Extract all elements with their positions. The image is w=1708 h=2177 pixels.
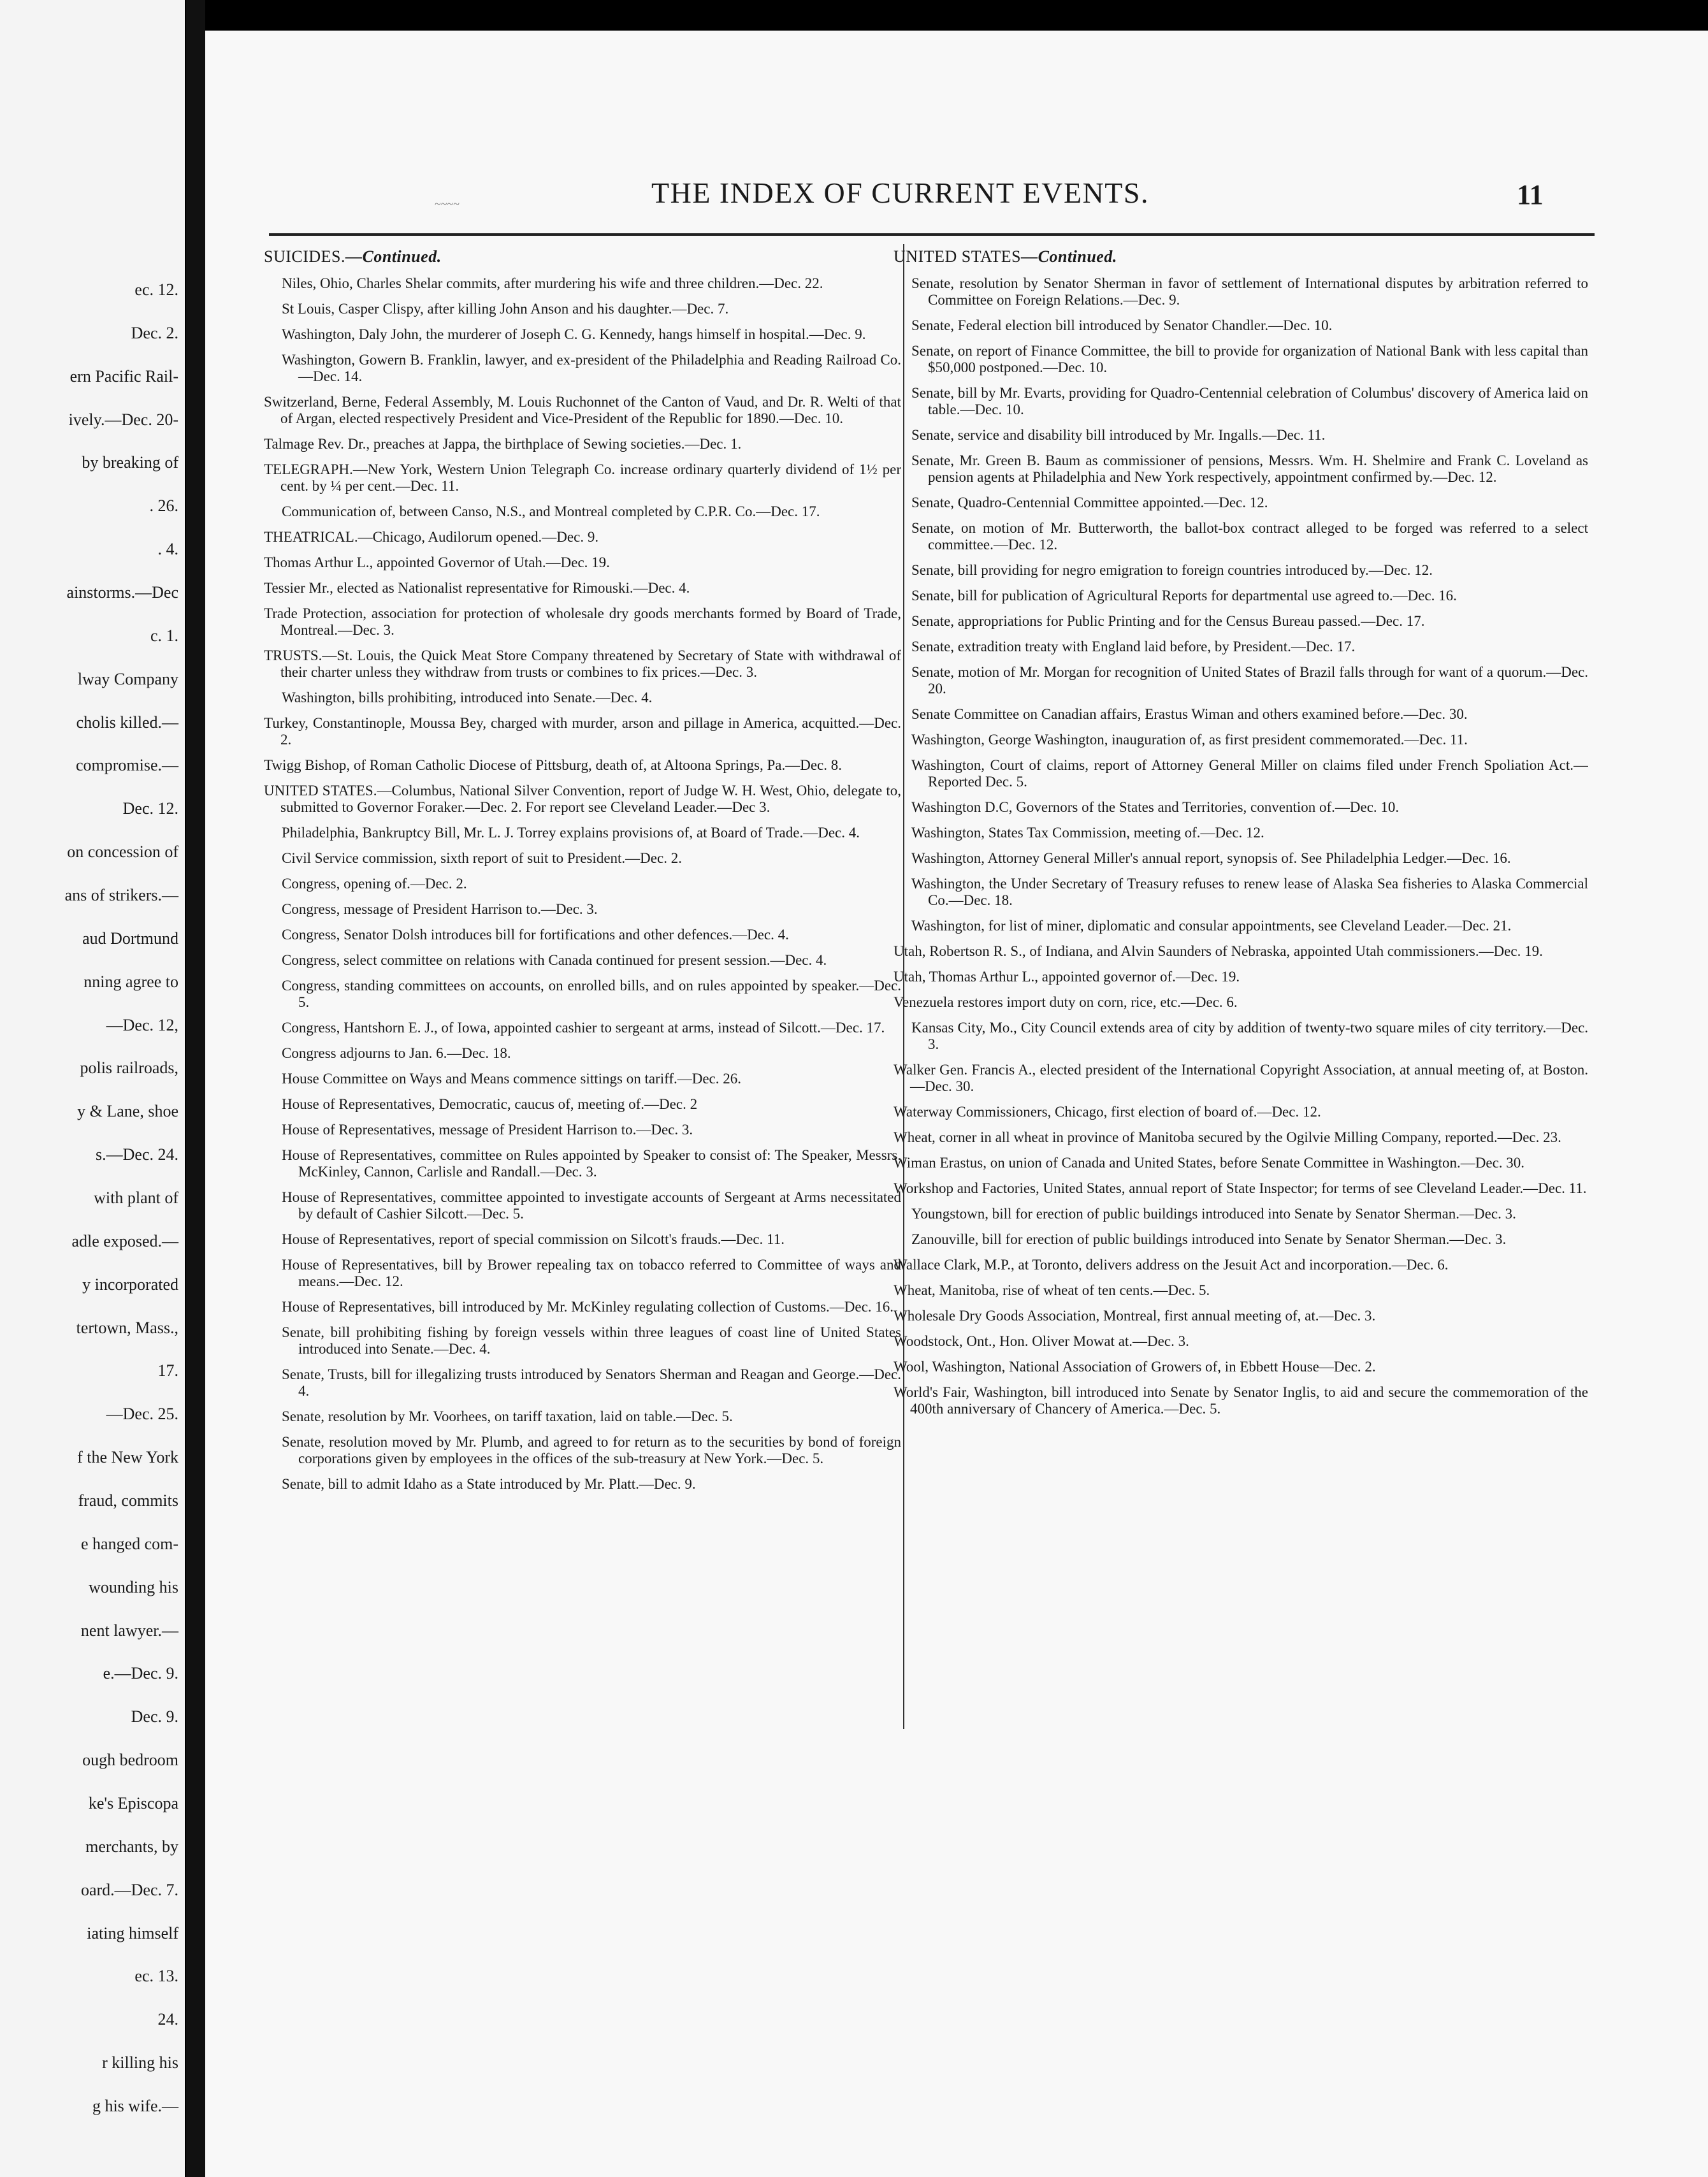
facing-page-line: adle exposed.— <box>71 1232 178 1250</box>
facing-page-line: ec. 13. <box>134 1967 178 1985</box>
book-gutter <box>186 0 205 2177</box>
facing-page-line: 24. <box>157 2010 178 2029</box>
heading-continued: —Continued. <box>345 247 442 266</box>
index-entry: Senate, appropriations for Public Printing and for the Census Bureau passed.—Dec. 17. <box>911 613 1425 629</box>
index-entry: Communication of, between Canso, N.S., and Montreal completed by C.P.R. Co.—Dec. 17. <box>282 503 820 519</box>
facing-page-line: 17. <box>157 1361 178 1380</box>
index-entry: Washington, for list of miner, diplomatic and consular appointments, see Cleveland Leader.—Dec. 21. <box>911 918 1512 934</box>
facing-page-line: nning agree to <box>83 973 178 991</box>
facing-page-line: r killing his <box>102 2053 178 2072</box>
index-entry: Senate, extradition treaty with England laid before, by President.—Dec. 17. <box>911 639 1356 655</box>
facing-page-line: ern Pacific Rail- <box>69 367 178 386</box>
facing-page-line: merchants, by <box>85 1837 178 1856</box>
facing-page-line: ough bedroom <box>82 1751 178 1769</box>
heading-text: UNITED STATES <box>894 247 1022 266</box>
facing-page-line: compromise.— <box>75 756 178 774</box>
facing-page-line: by breaking of <box>82 453 178 472</box>
index-entry: Waterway Commissioners, Chicago, first election of board of.—Dec. 12. <box>894 1104 1321 1120</box>
facing-page-line: y incorporated <box>82 1275 178 1294</box>
index-entry: Congress adjourns to Jan. 6.—Dec. 18. <box>282 1045 511 1061</box>
facing-page-line: with plant of <box>94 1189 178 1207</box>
index-entry: House of Representatives, Democratic, caucus of, meeting of.—Dec. 2 <box>282 1096 698 1112</box>
heading-continued: —Continued. <box>1021 247 1117 266</box>
index-entry: Washington, Court of claims, report of Attorney General Miller on claims filed under French Spoliation Act.—Reported Dec. 5. <box>911 757 1588 790</box>
index-entry: House of Representatives, committee on Rules appointed by Speaker to consist of: The Speaker, Messrs. McKinley, Cannon, Carlisle and Randall.—Dec. 3. <box>282 1147 901 1180</box>
index-entry: St Louis, Casper Clispy, after killing John Anson and his daughter.—Dec. 7. <box>282 301 729 317</box>
index-entry: TELEGRAPH.—New York, Western Union Telegraph Co. increase ordinary quarterly dividend of 1½ per cent. by ¼ per cent.—Dec. 11. <box>264 461 901 494</box>
index-entry: Washington, bills prohibiting, introduced into Senate.—Dec. 4. <box>282 690 653 705</box>
index-entry: Senate, resolution by Mr. Voorhees, on tariff taxation, laid on table.—Dec. 5. <box>282 1408 733 1424</box>
index-entry: World's Fair, Washington, bill introduced into Senate by Senator Inglis, to aid and secure the commemoration of the 400th anniversary of Chancery of America.—Dec. 5. <box>894 1384 1588 1417</box>
facing-page-line: cholis killed.— <box>76 713 178 732</box>
index-entry: Senate, bill to admit Idaho as a State introduced by Mr. Platt.—Dec. 9. <box>282 1476 696 1492</box>
facing-page-line: Dec. 9. <box>131 1707 178 1726</box>
facing-page-line: tertown, Mass., <box>76 1319 178 1337</box>
facing-page-line: ainstorms.—Dec <box>66 583 178 602</box>
facing-page-line: s.—Dec. 24. <box>96 1145 178 1164</box>
index-entry: House of Representatives, bill by Brower repealing tax on tobacco referred to Committee of ways and means.—Dec. 12. <box>282 1257 901 1289</box>
index-entry: Philadelphia, Bankruptcy Bill, Mr. L. J. Torrey explains provisions of, at Board of Trade.—Dec. 4. <box>282 825 860 841</box>
right-column-heading <box>894 247 1588 266</box>
index-entry: Wool, Washington, National Association of Growers of, in Ebbett House—Dec. 2. <box>894 1359 1376 1375</box>
index-entry: Niles, Ohio, Charles Shelar commits, after murdering his wife and three children.—Dec. 22. <box>282 275 823 291</box>
index-entry: Utah, Robertson R. S., of Indiana, and Alvin Saunders of Nebraska, appointed Utah commissioners.—Dec. 19. <box>894 943 1543 959</box>
page-header <box>205 31 1708 215</box>
facing-page-line: Dec. 12. <box>122 799 178 818</box>
index-entry: Turkey, Constantinople, Moussa Bey, charged with murder, arson and pillage in America, acquitted.—Dec. 2. <box>264 715 901 748</box>
index-entry: Youngstown, bill for erection of public buildings introduced into Senate by Senator Sherman.—Dec. 3. <box>911 1206 1516 1222</box>
index-entry: Twigg Bishop, of Roman Catholic Diocese of Pittsburg, death of, at Altoona Springs, Pa.—Dec. 8. <box>264 757 843 773</box>
facing-page-line: ans of strikers.— <box>64 886 178 904</box>
index-entry: Congress, message of President Harrison to.—Dec. 3. <box>282 901 598 917</box>
index-entry: Zanouville, bill for erection of public buildings introduced into Senate by Senator Sherman.—Dec. 3. <box>911 1231 1507 1247</box>
facing-page-line: . 4. <box>157 540 178 558</box>
facing-page-line: e.—Dec. 9. <box>103 1664 178 1682</box>
index-entry: Congress, Senator Dolsh introduces bill for fortifications and other defences.—Dec. 4. <box>282 927 789 943</box>
index-entry: Washington, States Tax Commission, meeting of.—Dec. 12. <box>911 825 1264 841</box>
index-entry: Wholesale Dry Goods Association, Montreal, first annual meeting of, at.—Dec. 3. <box>894 1308 1376 1324</box>
index-entry: House of Representatives, bill introduced by Mr. McKinley regulating collection of Customs.—Dec. 16. <box>282 1299 894 1315</box>
facing-page-line: g his wife.— <box>92 2097 178 2115</box>
index-entry: Senate, bill for publication of Agricultural Reports for departmental use agreed to.—Dec. 16. <box>911 588 1457 604</box>
index-entry: Senate, service and disability bill introduced by Mr. Ingalls.—Dec. 11. <box>911 427 1326 443</box>
index-entry: Senate, on report of Finance Committee, the bill to provide for organization of National Bank with less capital than $50,000 postponed.—Dec. 10. <box>911 343 1588 375</box>
index-entry: Senate, bill by Mr. Evarts, providing for Quadro-Centennial celebration of Columbus' discovery of America laid on table.—Dec. 10. <box>911 385 1588 417</box>
index-entry: Senate, bill providing for negro emigration to foreign countries introduced by.—Dec. 12. <box>911 562 1433 578</box>
index-entry: Kansas City, Mo., City Council extends area of city by addition of twenty-two square miles of city territory.—Dec. 3. <box>911 1020 1588 1052</box>
facing-page-line: nent lawyer.— <box>80 1621 178 1640</box>
index-entry: House Committee on Ways and Means commence sittings on tariff.—Dec. 26. <box>282 1071 742 1087</box>
facing-page-line: . 26. <box>149 496 178 515</box>
index-entry: Wiman Erastus, on union of Canada and United States, before Senate Committee in Washington.—Dec. 30. <box>894 1155 1525 1171</box>
index-entry: Washington, Gowern B. Franklin, lawyer, and ex-president of the Philadelphia and Reading Railroad Co.—Dec. 14. <box>282 352 901 384</box>
left-column <box>264 247 901 1917</box>
index-entry: Senate, resolution moved by Mr. Plumb, and agreed to for return as to the securities by bond of foreign corporations given by employees in the offices of the sub-treasury at New York.—Dec. 5. <box>282 1434 901 1466</box>
index-entry: Senate, Trusts, bill for illegalizing trusts introduced by Senators Sherman and Reagan and George.—Dec. 4. <box>282 1366 901 1399</box>
facing-page-line: ec. 12. <box>134 280 178 299</box>
index-entry: House of Representatives, report of special commission on Silcott's frauds.—Dec. 11. <box>282 1231 785 1247</box>
index-entry: Venezuela restores import duty on corn, rice, etc.—Dec. 6. <box>894 994 1238 1010</box>
index-entry: Senate Committee on Canadian affairs, Erastus Wiman and others examined before.—Dec. 30. <box>911 706 1468 722</box>
index-entry: Talmage Rev. Dr., preaches at Jappa, the birthplace of Sewing societies.—Dec. 1. <box>264 436 742 452</box>
index-entry: Wheat, corner in all wheat in province of Manitoba secured by the Ogilvie Milling Company, reported.—Dec. 23. <box>894 1129 1561 1145</box>
facing-page-line: y & Lane, shoe <box>77 1102 178 1120</box>
index-entry: Congress, select committee on relations with Canada continued for present session.—Dec. 4. <box>282 952 827 968</box>
index-entry: Trade Protection, association for protection of wholesale dry goods merchants formed by Board of Trade, Montreal.—Dec. 3. <box>264 605 901 638</box>
right-entries <box>894 275 1588 1417</box>
left-entries <box>264 275 901 1493</box>
index-entry: THEATRICAL.—Chicago, Audilorum opened.—Dec. 9. <box>264 529 599 545</box>
facing-page-line: ively.—Dec. 20- <box>68 410 178 429</box>
index-entry: Workshop and Factories, United States, annual report of State Inspector; for terms of see Cleveland Leader.—Dec. 11. <box>894 1180 1587 1196</box>
facing-page-line: fraud, commits <box>78 1491 178 1510</box>
header-rule <box>269 233 1595 236</box>
index-entry: Congress, opening of.—Dec. 2. <box>282 876 467 892</box>
index-entry: Senate, Federal election bill introduced by Senator Chandler.—Dec. 10. <box>911 317 1333 333</box>
facing-page-line: iating himself <box>87 1924 178 1942</box>
facing-page-line: oard.—Dec. 7. <box>80 1881 178 1899</box>
index-entry: Washington, Daly John, the murderer of Joseph C. G. Kennedy, hangs himself in hospital.—Dec. 9. <box>282 326 866 342</box>
index-entry: Congress, Hantshorn E. J., of Iowa, appointed cashier to sergeant at arms, instead of Silcott.—Dec. 17. <box>282 1020 885 1036</box>
facing-page-line: wounding his <box>89 1578 178 1596</box>
index-entry: Utah, Thomas Arthur L., appointed governor of.—Dec. 19. <box>894 969 1240 985</box>
index-entry: Walker Gen. Francis A., elected president of the International Copyright Association, at annual meeting of, at Boston.—Dec. 30. <box>894 1062 1588 1094</box>
facing-page-line: Dec. 2. <box>131 324 178 342</box>
facing-page-line: c. 1. <box>150 626 178 645</box>
index-entry: Woodstock, Ont., Hon. Oliver Mowat at.—Dec. 3. <box>894 1333 1189 1349</box>
facing-page-line: —Dec. 25. <box>106 1405 178 1423</box>
index-entry: Senate, Quadro-Centennial Committee appointed.—Dec. 12. <box>911 495 1268 510</box>
index-entry: Wheat, Manitoba, rise of wheat of ten cents.—Dec. 5. <box>894 1282 1210 1298</box>
index-entry: Senate, bill prohibiting fishing by foreign vessels within three leagues of coast line of United States introduced into Senate.—Dec. 4. <box>282 1324 901 1357</box>
facing-page-line: —Dec. 12, <box>106 1016 178 1034</box>
index-entry: Switzerland, Berne, Federal Assembly, M. Louis Ruchonnet of the Canton of Vaud, and Dr. R. Welti of that of Argan, elected respectively President and Vice-President of the Republic for 1890.—Dec. 10. <box>264 394 901 426</box>
ink-smudge: ~~~~ <box>435 198 460 210</box>
page-number: 11 <box>1517 179 1544 210</box>
index-entry: Congress, standing committees on accounts, on enrolled bills, and on rules appointed by speaker.—Dec. 5. <box>282 978 901 1010</box>
index-entry: House of Representatives, committee appointed to investigate accounts of Sergeant at Arms necessitated by default of Cashier Silcott.—Dec. 5. <box>282 1189 901 1222</box>
index-entry: Wallace Clark, M.P., at Toronto, delivers address on the Jesuit Act and incorporation.—Dec. 6. <box>894 1257 1449 1273</box>
heading-text: SUICIDES. <box>264 247 346 266</box>
index-entry: Washington D.C, Governors of the States and Territories, convention of.—Dec. 10. <box>911 799 1400 815</box>
index-entry: Civil Service commission, sixth report of suit to President.—Dec. 2. <box>282 850 682 866</box>
facing-page-line: lway Company <box>77 670 178 688</box>
facing-page-line: e hanged com- <box>80 1535 178 1553</box>
facing-page-line: polis railroads, <box>80 1059 178 1077</box>
index-entry: Senate, motion of Mr. Morgan for recognition of United States of Brazil falls through for want of a quorum.—Dec. 20. <box>911 664 1588 697</box>
index-entry: Washington, Attorney General Miller's annual report, synopsis of. See Philadelphia Ledger.—Dec. 16. <box>911 850 1511 866</box>
left-column-heading <box>264 247 901 266</box>
index-entry: Washington, George Washington, inauguration of, as first president commemorated.—Dec. 11. <box>911 732 1468 748</box>
facing-page-line: on concession of <box>67 843 178 861</box>
index-entry: Senate, resolution by Senator Sherman in favor of settlement of International disputes by arbitration referred to Committee on Foreign Relations.—Dec. 9. <box>911 275 1588 308</box>
facing-page-fragment <box>0 0 185 2177</box>
index-entry: Thomas Arthur L., appointed Governor of Utah.—Dec. 19. <box>264 554 610 570</box>
index-entry: Washington, the Under Secretary of Treasury refuses to renew lease of Alaska Sea fisheries to Alaska Commercial Co.—Dec. 18. <box>911 876 1588 908</box>
index-entry: UNITED STATES.—Columbus, National Silver Convention, report of Judge W. H. West, Ohio, delegate to, submitted to Governor Foraker.—Dec. 2. For report see Cleveland Leader.—Dec 3. <box>264 783 901 815</box>
index-page <box>205 31 1708 2177</box>
facing-page-line: f the New York <box>77 1448 178 1466</box>
facing-page-line: ke's Episcopa <box>88 1794 178 1812</box>
right-column <box>894 247 1588 1917</box>
index-entry: Tessier Mr., elected as Nationalist representative for Rimouski.—Dec. 4. <box>264 580 690 596</box>
running-title: THE INDEX OF CURRENT EVENTS. <box>651 177 1149 209</box>
facing-page-line: aud Dortmund <box>82 929 178 948</box>
index-entry: TRUSTS.—St. Louis, the Quick Meat Store Company threatened by Secretary of State with withdrawal of their charter unless they withdraw from trusts or combines to fix prices.—Dec. 3. <box>264 647 901 680</box>
index-entry: House of Representatives, message of President Harrison to.—Dec. 3. <box>282 1122 693 1138</box>
index-entry: Senate, on motion of Mr. Butterworth, the ballot-box contract alleged to be forged was referred to a select committee.—Dec. 12. <box>911 520 1588 553</box>
index-entry: Senate, Mr. Green B. Baum as commissioner of pensions, Messrs. Wm. H. Shelmire and Frank C. Loveland as pension agents at Philadelphia and New York respectively, appointment confirmed by.—Dec. 12. <box>911 452 1588 485</box>
